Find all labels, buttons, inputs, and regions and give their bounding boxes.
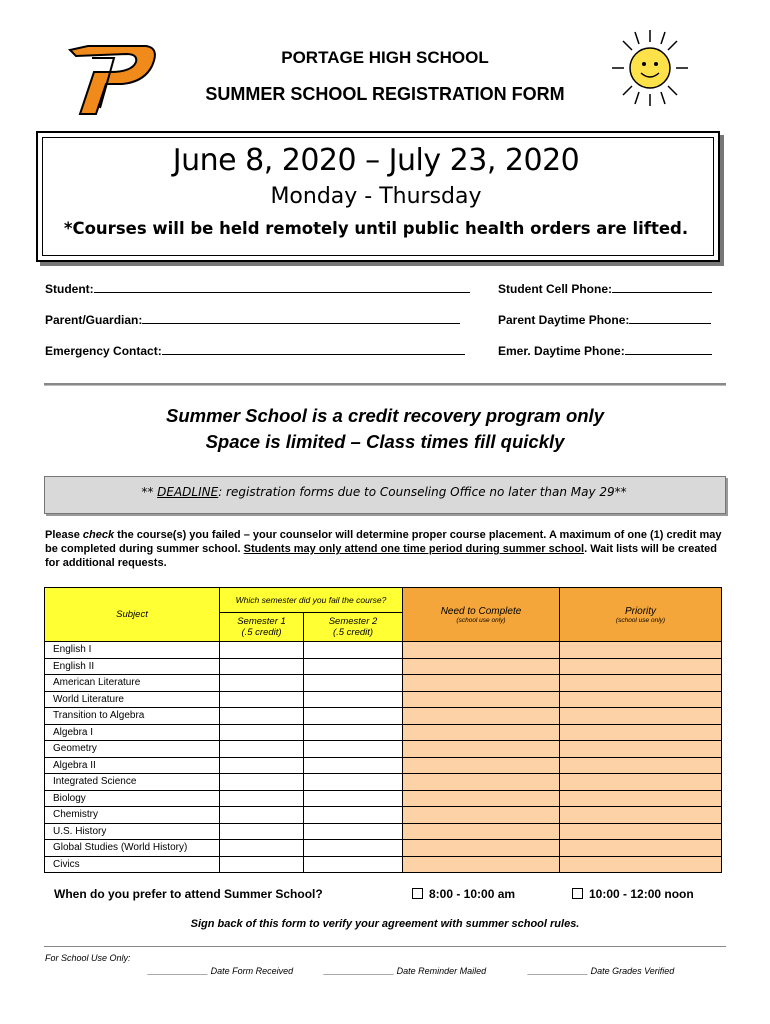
semester-1-cell[interactable] (220, 790, 304, 807)
session-dates: June 8, 2020 – July 23, 2020 (172, 143, 580, 178)
course-table (44, 587, 722, 873)
parent-field[interactable] (45, 312, 460, 327)
need-to-complete-header: Need to Complete (school use only) (403, 588, 560, 642)
semester-1-cell[interactable] (220, 658, 304, 675)
semester-1-cell[interactable] (220, 642, 304, 659)
parent-daytime-field[interactable] (498, 312, 711, 327)
semester-2-cell[interactable] (304, 642, 403, 659)
priority-cell (560, 642, 722, 659)
subject-name: U.S. History (45, 823, 220, 840)
date-received-line: ____________ Date Form Received (148, 966, 294, 976)
table-row (45, 807, 722, 824)
semester-1-cell[interactable] (220, 807, 304, 824)
semester-1-cell[interactable] (220, 724, 304, 741)
subject-name: Algebra II (45, 757, 220, 774)
student-cell-field[interactable] (498, 281, 712, 296)
option-10am[interactable]: 10:00 - 12:00 noon (572, 887, 694, 901)
subject-name: Chemistry (45, 807, 220, 824)
emergency-field[interactable] (45, 343, 465, 358)
need-cell (403, 708, 560, 725)
table-row (45, 724, 722, 741)
semester-1-cell[interactable] (220, 675, 304, 692)
priority-cell (560, 774, 722, 791)
semester-1-cell[interactable] (220, 757, 304, 774)
subject-name: Civics (45, 856, 220, 873)
banner-line-1: Summer School is a credit recovery program only (166, 405, 604, 426)
semester-1-cell[interactable] (220, 741, 304, 758)
subject-header: Subject (45, 588, 220, 642)
instructions: Please check the course(s) you failed – your counselor will determine proper course placement. A maximum of one (1) credit may be completed during summer school. Students may only attend one time period during summer school. Wait lists will be created for additional requests. (45, 529, 722, 569)
emer-daytime-field[interactable] (498, 343, 712, 358)
semester-1-cell[interactable] (220, 840, 304, 857)
semester-2-cell[interactable] (304, 741, 403, 758)
check-word: check (82, 529, 115, 541)
priority-cell (560, 840, 722, 857)
which-semester-header: Which semester did you fail the course? (220, 588, 403, 613)
semester-1-cell[interactable] (220, 856, 304, 873)
subject-name: Algebra I (45, 724, 220, 741)
student-cell-label: Student Cell Phone: (498, 282, 612, 296)
semester-2-cell[interactable] (304, 856, 403, 873)
semester-2-cell[interactable] (304, 724, 403, 741)
student-field[interactable] (45, 281, 470, 296)
sign-back-note: Sign back of this form to verify your agreement with summer school rules. (190, 918, 580, 930)
divider (44, 383, 726, 386)
need-cell (403, 642, 560, 659)
semester-2-cell[interactable] (304, 757, 403, 774)
semester-2-cell[interactable] (304, 675, 403, 692)
priority-cell (560, 675, 722, 692)
need-cell (403, 774, 560, 791)
parent-label: Parent/Guardian: (45, 313, 143, 327)
subject-name: Geometry (45, 741, 220, 758)
parent-daytime-label: Parent Daytime Phone: (498, 313, 630, 327)
emer-daytime-label: Emer. Daytime Phone: (498, 344, 625, 358)
table-row (45, 757, 722, 774)
preference-question: When do you prefer to attend Summer School? (54, 887, 323, 901)
semester-1-cell[interactable] (220, 691, 304, 708)
need-cell (403, 840, 560, 857)
priority-cell (560, 691, 722, 708)
need-cell (403, 757, 560, 774)
table-row (45, 675, 722, 692)
priority-cell (560, 823, 722, 840)
need-cell (403, 807, 560, 824)
deadline-text: ** DEADLINE: registration forms due to Counseling Office no later than May 29** (141, 485, 627, 499)
checkbox-icon[interactable] (572, 888, 583, 899)
subject-name: Biology (45, 790, 220, 807)
one-period-rule: Students may only attend one time period during summer school (243, 543, 585, 555)
table-row (45, 708, 722, 725)
priority-header: Priority (school use only) (560, 588, 722, 642)
priority-cell (560, 708, 722, 725)
need-cell (403, 675, 560, 692)
semester-1-cell[interactable] (220, 823, 304, 840)
priority-cell (560, 757, 722, 774)
emergency-label: Emergency Contact: (45, 344, 162, 358)
priority-cell (560, 856, 722, 873)
deadline-label: DEADLINE (157, 485, 219, 499)
subject-name: Integrated Science (45, 774, 220, 791)
semester-2-cell[interactable] (304, 658, 403, 675)
need-cell (403, 658, 560, 675)
subject-name: Global Studies (World History) (45, 840, 220, 857)
table-row (45, 658, 722, 675)
priority-cell (560, 658, 722, 675)
form-title: SUMMER SCHOOL REGISTRATION FORM (205, 84, 565, 104)
table-row (45, 691, 722, 708)
school-name: PORTAGE HIGH SCHOOL (281, 48, 489, 67)
reminder-line: ______________ Date Reminder Mailed (324, 966, 487, 976)
table-row (45, 840, 722, 857)
priority-cell (560, 741, 722, 758)
need-cell (403, 856, 560, 873)
subject-name: World Literature (45, 691, 220, 708)
semester-1-cell[interactable] (220, 708, 304, 725)
table-row (45, 774, 722, 791)
table-row (45, 823, 722, 840)
priority-cell (560, 790, 722, 807)
semester-2-cell[interactable] (304, 807, 403, 824)
need-cell (403, 790, 560, 807)
checkbox-icon[interactable] (412, 888, 423, 899)
table-row (45, 790, 722, 807)
semester-2-cell[interactable] (304, 774, 403, 791)
subject-name: English I (45, 642, 220, 659)
student-label: Student: (45, 282, 94, 296)
semester-2-cell[interactable] (304, 708, 403, 725)
option-8am[interactable]: 8:00 - 10:00 am (412, 887, 515, 901)
school-use-label: For School Use Only: (45, 953, 131, 963)
need-cell (403, 741, 560, 758)
semester-2-cell[interactable] (304, 840, 403, 857)
table-row (45, 856, 722, 873)
semester-1-header: Semester 1 (.5 credit) (220, 613, 304, 642)
semester-2-cell[interactable] (304, 790, 403, 807)
banner-line-2: Space is limited – Class times fill quickly (205, 431, 565, 452)
need-cell (403, 724, 560, 741)
session-days: Monday - Thursday (270, 184, 482, 209)
priority-cell (560, 724, 722, 741)
priority-cell (560, 807, 722, 824)
subject-name: American Literature (45, 675, 220, 692)
need-cell (403, 691, 560, 708)
semester-1-cell[interactable] (220, 774, 304, 791)
table-row (45, 642, 722, 659)
remote-note: *Courses will be held remotely until public health orders are lifted. (63, 219, 689, 238)
semester-2-cell[interactable] (304, 691, 403, 708)
subject-name: English II (45, 658, 220, 675)
divider-bottom (44, 946, 726, 947)
need-cell (403, 823, 560, 840)
grades-verified-line: ____________ Date Grades Verified (528, 966, 675, 976)
table-row (45, 741, 722, 758)
semester-2-cell[interactable] (304, 823, 403, 840)
subject-name: Transition to Algebra (45, 708, 220, 725)
semester-2-header: Semester 2 (.5 credit) (304, 613, 403, 642)
